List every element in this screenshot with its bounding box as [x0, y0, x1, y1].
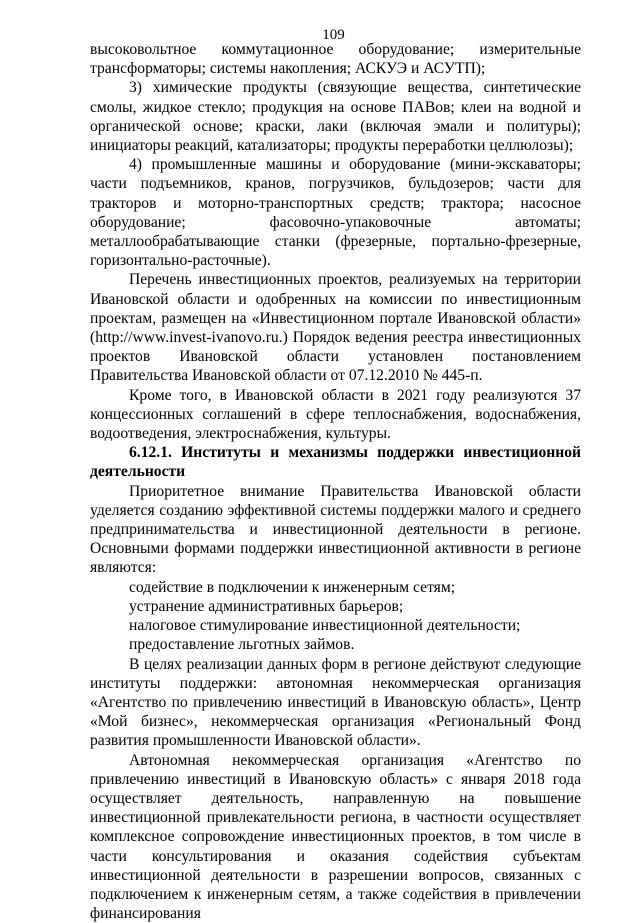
list-item: предоставление льготных займов. — [129, 636, 355, 654]
paragraph: Автономная некоммерческая организация «Агентство по привлечению инвестиций в Ивановскую область» с января 2018 года осуществляет деятельность, направленную на повышение инвестиционной привлекательности региона, в частности осуществляет комплексное сопровождение инвестиционных проектов, в том числе в части консультирования и оказания содействия субъектам инвестиционной деятельности в разрешении вопросов, связанных с подключением к инженерным сетям, а также содействия в привлечении финансирования — [90, 751, 581, 923]
list-item: устранение административных барьеров; — [129, 597, 404, 615]
list-item: содействие в подключении к инженерным сетям; — [129, 578, 456, 596]
list-paragraph-3: 3) химические продукты (связующие вещества, синтетические смолы, жидкое стекло; продукция на основе ПАВов; клеи на водной и органической основе; краски, лаки (включая эмали и политуры); инициаторы реакций, катализаторы; продукты переработки целлюлозы); — [90, 79, 581, 155]
paragraph: Перечень инвестиционных проектов, реализуемых на территории Ивановской области и одобренных на комиссии по инвестиционным проектам, размещен на «Инвестиционном портале Ивановской области» (http://www.invest-ivanovo.ru.) Порядок ведения реестра инвестиционных проектов Ивановской области установлен постановлением Правительства Ивановской области от 07.12.2010 № 445-п. — [90, 271, 581, 385]
page-content — [90, 40, 581, 923]
paragraph: Кроме того, в Ивановской области в 2021 году реализуются 37 концессионных соглашений в сфере теплоснабжения, водоснабжения, водоотведения, электроснабжения, культуры. — [90, 386, 581, 443]
section-heading: 6.12.1. Институты и механизмы поддержки инвестиционной деятельности — [90, 444, 581, 481]
paragraph: Приоритетное внимание Правительства Ивановской области уделяется созданию эффективной системы поддержки малого и среднего предпринимательства и инвестиционной деятельности в регионе. Основными формами поддержки инвестиционной активности в регионе являются: — [90, 482, 581, 577]
page-number: 109 — [322, 27, 345, 43]
paragraph: В целях реализации данных форм в регионе действуют следующие институты поддержки: автономная некоммерческая организация «Агентство по привлечению инвестиций в Ивановскую область», Центр «Мой бизнес», некоммерческая организация «Региональный Фонд развития промышленности Ивановской области». — [90, 655, 581, 750]
list-paragraph-4: 4) промышленные машины и оборудование (мини-экскаваторы; части подъемников, кранов, погрузчиков, бульдозеров; части для тракторов и моторно-транспортных средств; трактора; насосное оборудование; фасовочно-упаковочные автоматы; металлообрабатывающие станки (фрезерные, портально-фрезерные, горизонтально-расточные). — [90, 156, 581, 270]
list-item: налоговое стимулирование инвестиционной деятельности; — [129, 617, 521, 635]
paragraph: высоковольтное коммутационное оборудование; измерительные трансформаторы; системы накопления; АСКУЭ и АСУТП); — [90, 41, 581, 78]
